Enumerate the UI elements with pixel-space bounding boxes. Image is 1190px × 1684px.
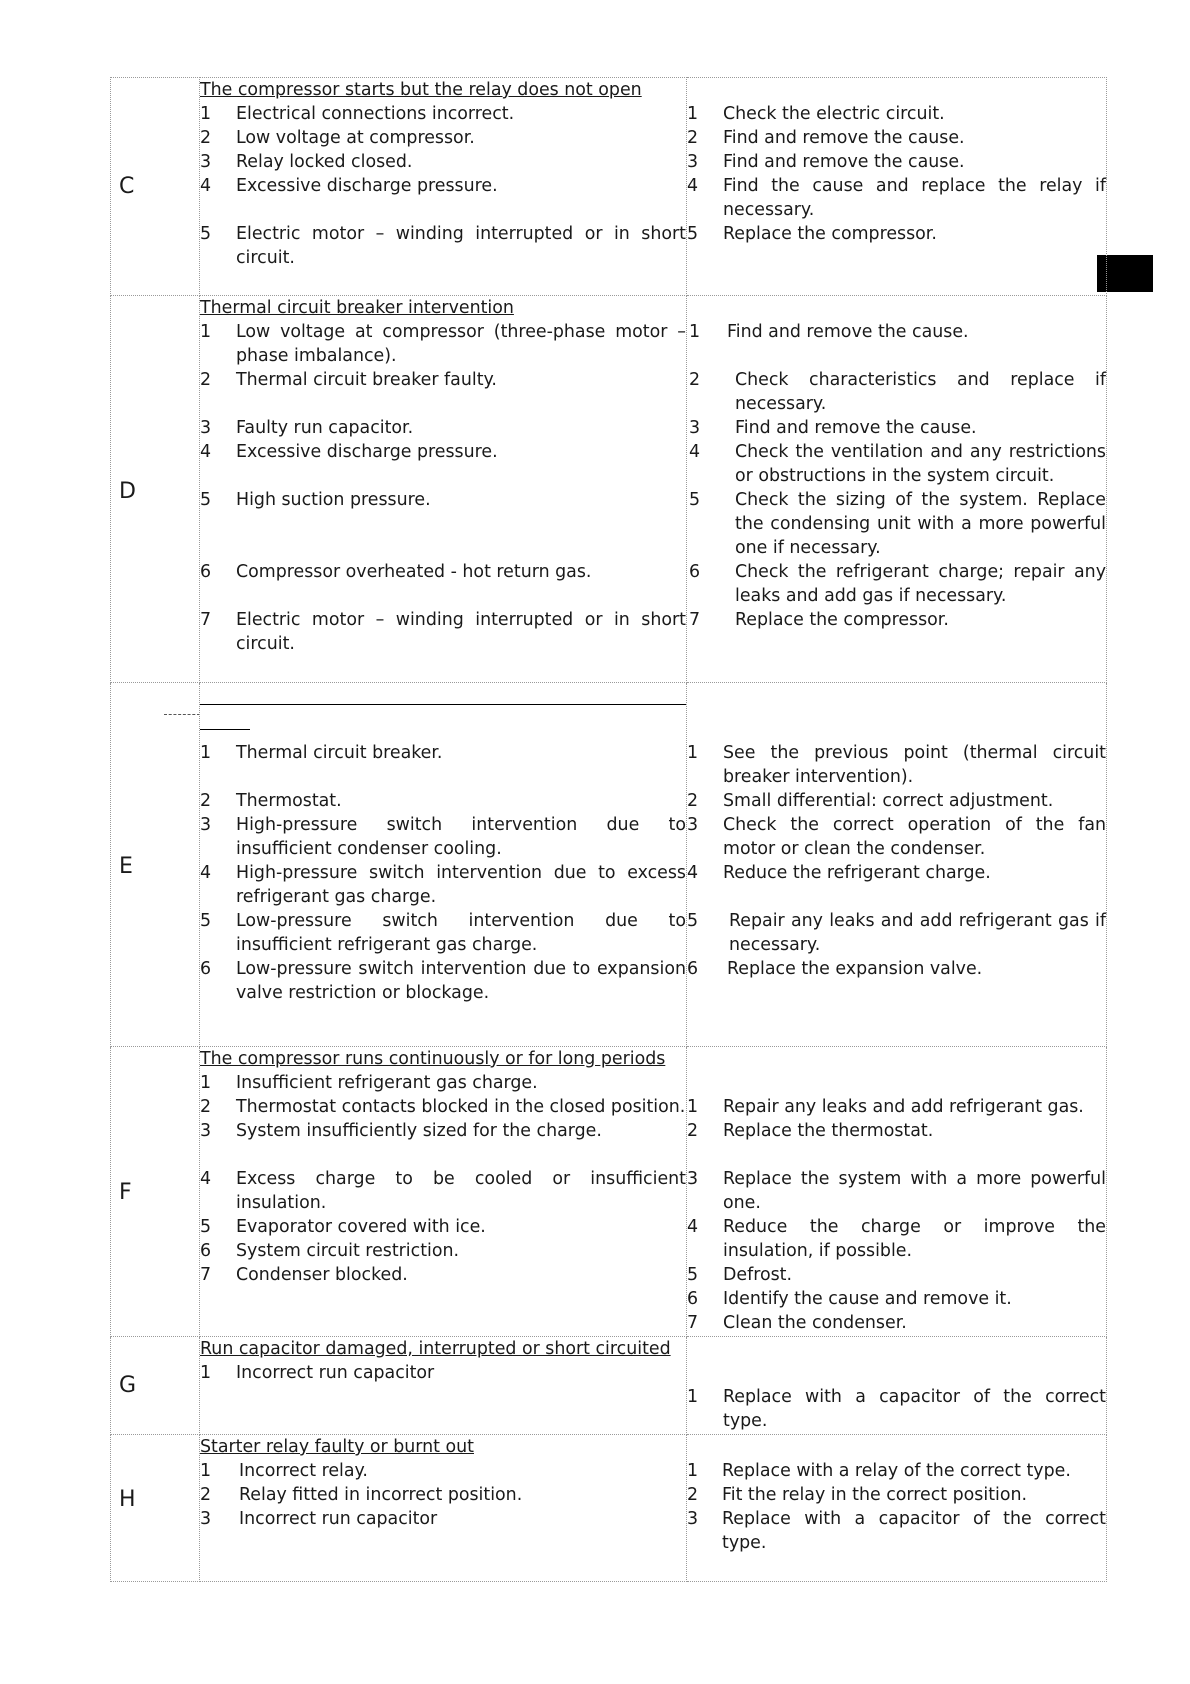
cause-item — [200, 957, 686, 1005]
remedy-item — [687, 1385, 1106, 1433]
item-number: 6 — [687, 959, 699, 979]
row-letter-cell — [111, 78, 200, 296]
item-text: Incorrect run capacitor — [239, 1509, 438, 1529]
item-text: See the previous point (thermal circuit breaker intervention). — [723, 743, 1106, 787]
item-number: 6 — [200, 1241, 212, 1261]
remedy-item — [687, 150, 1106, 174]
item-text: Replace with a relay of the correct type. — [722, 1461, 1071, 1481]
item-number: 6 — [200, 562, 212, 582]
item-text: Electrical connections incorrect. — [236, 104, 515, 124]
item-number: 1 — [200, 743, 212, 763]
item-number: 5 — [689, 490, 701, 510]
row-letter-cell — [111, 1337, 200, 1435]
item-text: Low-pressure switch intervention due to insufficient refrigerant gas charge. — [236, 911, 686, 955]
item-number: 7 — [200, 1265, 212, 1285]
remedies-cell — [687, 1435, 1107, 1582]
remedy-item — [687, 789, 1106, 813]
causes-cell — [200, 683, 687, 1047]
row-letter-cell — [111, 683, 200, 1047]
cause-item — [200, 222, 686, 270]
item-number: 1 — [200, 1363, 212, 1383]
item-number: 4 — [200, 1169, 212, 1189]
item-text: Low-pressure switch intervention due to expansion valve restriction or blockage. — [236, 959, 686, 1003]
item-text: Repair any leaks and add refrigerant gas. — [723, 1097, 1084, 1117]
causes-cell — [200, 1435, 687, 1582]
item-text: Thermostat. — [236, 791, 342, 811]
cause-item — [200, 150, 686, 174]
item-text: Repair any leaks and add refrigerant gas if necessary. — [729, 911, 1106, 955]
item-number: 4 — [689, 442, 701, 462]
item-text: High-pressure switch intervention due to insufficient condenser cooling. — [236, 815, 686, 859]
item-number: 1 — [687, 743, 699, 763]
remedy-item — [687, 1119, 1106, 1143]
item-number: 7 — [200, 610, 212, 630]
item-text: Faulty run capacitor. — [236, 418, 414, 438]
fault-title: Run capacitor damaged, interrupted or short circuited — [200, 1339, 671, 1359]
remedy-item — [687, 1311, 1106, 1335]
remedy-item — [687, 957, 1106, 981]
remedy-item — [689, 368, 1106, 416]
item-text: Excess charge to be cooled or insufficient insulation. — [236, 1169, 686, 1213]
item-number: 7 — [687, 1313, 699, 1333]
item-text: Fit the relay in the correct position. — [722, 1485, 1028, 1505]
item-number: 1 — [200, 1073, 212, 1093]
item-number: 3 — [687, 1509, 699, 1529]
item-text: Clean the condenser. — [723, 1313, 907, 1333]
item-number: 3 — [200, 418, 212, 438]
remedy-item — [689, 608, 1106, 632]
item-number: 3 — [200, 1121, 212, 1141]
item-number: 1 — [687, 1097, 699, 1117]
remedies-cell — [687, 683, 1107, 1047]
item-text: Find and remove the cause. — [723, 152, 965, 172]
row-letter: F — [119, 1180, 132, 1205]
item-text: Find and remove the cause. — [727, 322, 969, 342]
item-text: Relay fitted in incorrect position. — [239, 1485, 523, 1505]
cause-item — [200, 1167, 686, 1215]
remedy-item — [687, 126, 1106, 150]
cause-item — [200, 1095, 686, 1119]
remedy-item — [687, 1459, 1106, 1483]
remedy-item — [687, 1507, 1106, 1555]
item-number: 5 — [200, 224, 212, 244]
item-text: Thermostat contacts blocked in the closed position. — [236, 1097, 686, 1117]
item-number: 3 — [689, 418, 701, 438]
item-number: 2 — [200, 791, 212, 811]
remedy-item — [687, 1095, 1106, 1119]
item-text: Defrost. — [723, 1265, 793, 1285]
cause-item — [200, 1263, 686, 1287]
table-row-c — [111, 78, 1107, 296]
item-number: 4 — [200, 176, 212, 196]
item-number: 3 — [687, 815, 699, 835]
causes-cell — [200, 1047, 687, 1337]
item-text: High suction pressure. — [236, 490, 431, 510]
item-text: Reduce the charge or improve the insulation, if possible. — [723, 1217, 1106, 1261]
item-number: 2 — [689, 370, 701, 390]
item-text: Replace the system with a more powerful one. — [723, 1169, 1106, 1213]
item-number: 2 — [687, 1121, 699, 1141]
item-text: Small differential: correct adjustment. — [723, 791, 1054, 811]
item-number: 5 — [687, 224, 699, 244]
cause-item — [200, 416, 686, 440]
item-text: System circuit restriction. — [236, 1241, 460, 1261]
item-text: Check the refrigerant charge; repair any leaks and add gas if necessary. — [735, 562, 1106, 606]
item-text: Replace the compressor. — [735, 610, 949, 630]
cause-item — [200, 813, 686, 861]
remedy-item — [687, 222, 1106, 246]
cause-item — [200, 608, 686, 656]
cause-item — [200, 320, 686, 368]
remedy-item — [687, 102, 1106, 126]
remedy-item — [687, 1263, 1106, 1287]
remedies-cell — [687, 1047, 1107, 1337]
item-text: Relay locked closed. — [236, 152, 413, 172]
cause-item — [200, 126, 686, 150]
item-text: Excessive discharge pressure. — [236, 176, 498, 196]
cause-item — [200, 1507, 686, 1531]
item-text: Excessive discharge pressure. — [236, 442, 498, 462]
item-text: Find the cause and replace the relay if necessary. — [723, 176, 1106, 220]
item-text: Thermal circuit breaker. — [236, 743, 443, 763]
item-text: Thermal circuit breaker faulty. — [236, 370, 497, 390]
item-text: Evaporator covered with ice. — [236, 1217, 486, 1237]
item-text: Replace the thermostat. — [723, 1121, 934, 1141]
item-text: System insufficiently sized for the charge. — [236, 1121, 602, 1141]
cause-item — [200, 1239, 686, 1263]
item-text: Incorrect run capacitor — [236, 1363, 435, 1383]
item-number: 6 — [200, 959, 212, 979]
cause-item — [200, 1119, 686, 1143]
cause-item — [200, 368, 686, 392]
row-letter: G — [119, 1373, 137, 1398]
cause-item — [200, 1483, 686, 1507]
item-number: 4 — [687, 1217, 699, 1237]
item-text: Check characteristics and replace if necessary. — [735, 370, 1106, 414]
item-number: 1 — [687, 1461, 699, 1481]
remedy-item — [689, 560, 1106, 608]
item-text: Find and remove the cause. — [735, 418, 977, 438]
remedy-item — [687, 813, 1106, 861]
fault-title: Starter relay faulty or burnt out — [200, 1437, 474, 1457]
item-number: 5 — [687, 911, 699, 931]
remedy-item — [689, 320, 1106, 344]
remedy-item — [687, 741, 1106, 789]
blank-title-lines — [200, 683, 686, 731]
row-letter-cell — [111, 1435, 200, 1582]
table-row-f — [111, 1047, 1107, 1337]
row-letter: C — [119, 174, 135, 199]
item-number: 6 — [689, 562, 701, 582]
cause-item — [200, 1215, 686, 1239]
item-number: 2 — [687, 791, 699, 811]
item-number: 6 — [687, 1289, 699, 1309]
item-number: 2 — [200, 1097, 212, 1117]
item-number: 4 — [687, 176, 699, 196]
table-row-g — [111, 1337, 1107, 1435]
table-row-d — [111, 296, 1107, 683]
cause-item — [200, 1071, 686, 1095]
item-text: Replace the compressor. — [723, 224, 937, 244]
row-letter: E — [119, 854, 133, 879]
table-row-h — [111, 1435, 1107, 1582]
causes-cell — [200, 1337, 687, 1435]
cause-item — [200, 440, 686, 464]
cause-item — [200, 861, 686, 909]
item-text: Reduce the refrigerant charge. — [723, 863, 991, 883]
item-number: 1 — [689, 322, 701, 342]
item-text: Low voltage at compressor (three-phase motor – phase imbalance). — [236, 322, 686, 366]
item-text: Check the sizing of the system. Replace the condensing unit with a more powerful one if necessary. — [735, 490, 1106, 558]
remedies-cell — [687, 296, 1107, 683]
item-text: Check the ventilation and any restrictions or obstructions in the system circuit. — [735, 442, 1106, 486]
remedy-item — [687, 1215, 1106, 1263]
item-number: 4 — [200, 442, 212, 462]
item-text: Check the correct operation of the fan motor or clean the condenser. — [723, 815, 1106, 859]
item-number: 3 — [200, 152, 212, 172]
item-number: 7 — [689, 610, 701, 630]
cause-item — [200, 1459, 686, 1483]
item-number: 5 — [200, 911, 212, 931]
item-text: Electric motor – winding interrupted or in short circuit. — [236, 610, 686, 654]
remedy-item — [689, 488, 1106, 560]
causes-cell — [200, 296, 687, 683]
remedy-item — [689, 440, 1106, 488]
item-number: 3 — [687, 1169, 699, 1189]
item-number: 1 — [687, 104, 699, 124]
item-text: Replace the expansion valve. — [727, 959, 983, 979]
row-letter-cell — [111, 296, 200, 683]
item-number: 2 — [200, 128, 212, 148]
item-number: 1 — [200, 104, 212, 124]
item-number: 4 — [687, 863, 699, 883]
item-text: Replace with a capacitor of the correct type. — [723, 1387, 1106, 1431]
item-text: Insufficient refrigerant gas charge. — [236, 1073, 538, 1093]
cause-item — [200, 488, 686, 512]
fault-title: The compressor runs continuously or for long periods — [200, 1049, 666, 1069]
remedy-item — [687, 861, 1106, 885]
item-number: 1 — [687, 1387, 699, 1407]
remedy-item — [687, 909, 1106, 957]
item-number: 1 — [200, 1461, 212, 1481]
item-number: 5 — [687, 1265, 699, 1285]
row-letter-cell — [111, 1047, 200, 1337]
remedy-item — [687, 1167, 1106, 1215]
table-row-e — [111, 683, 1107, 1047]
item-number: 3 — [687, 152, 699, 172]
item-number: 1 — [200, 322, 212, 342]
fault-title: The compressor starts but the relay does not open — [200, 80, 642, 100]
cause-item — [200, 174, 686, 198]
remedy-item — [689, 416, 1106, 440]
item-number: 3 — [200, 815, 212, 835]
item-text: Low voltage at compressor. — [236, 128, 475, 148]
item-text: Electric motor – winding interrupted or in short circuit. — [236, 224, 686, 268]
row-letter: D — [119, 479, 136, 504]
item-number: 2 — [200, 370, 212, 390]
cause-item — [200, 102, 686, 126]
cause-item — [200, 789, 686, 813]
cause-item — [200, 741, 686, 765]
cause-item — [200, 909, 686, 957]
item-text: Compressor overheated - hot return gas. — [236, 562, 592, 582]
item-number: 4 — [200, 863, 212, 883]
item-number: 3 — [200, 1509, 212, 1529]
item-number: 2 — [687, 1485, 699, 1505]
remedies-cell — [687, 78, 1107, 296]
item-number: 2 — [687, 128, 699, 148]
troubleshooting-table — [110, 77, 1107, 1582]
item-number: 5 — [200, 490, 212, 510]
item-text: Find and remove the cause. — [723, 128, 965, 148]
item-number: 2 — [200, 1485, 212, 1505]
item-text: Condenser blocked. — [236, 1265, 408, 1285]
cause-item — [200, 1361, 686, 1385]
remedy-item — [687, 1287, 1106, 1311]
item-number: 5 — [200, 1217, 212, 1237]
item-text: Identify the cause and remove it. — [723, 1289, 1012, 1309]
fault-title: Thermal circuit breaker intervention — [200, 298, 514, 318]
item-text: Check the electric circuit. — [723, 104, 945, 124]
remedy-item — [687, 174, 1106, 222]
causes-cell — [200, 78, 687, 296]
remedies-cell — [687, 1337, 1107, 1435]
row-letter: H — [119, 1487, 136, 1512]
cause-item — [200, 560, 686, 584]
item-text: Replace with a capacitor of the correct type. — [722, 1509, 1106, 1553]
item-text: High-pressure switch intervention due to excess refrigerant gas charge. — [236, 863, 686, 907]
item-text: Incorrect relay. — [239, 1461, 368, 1481]
remedy-item — [687, 1483, 1106, 1507]
